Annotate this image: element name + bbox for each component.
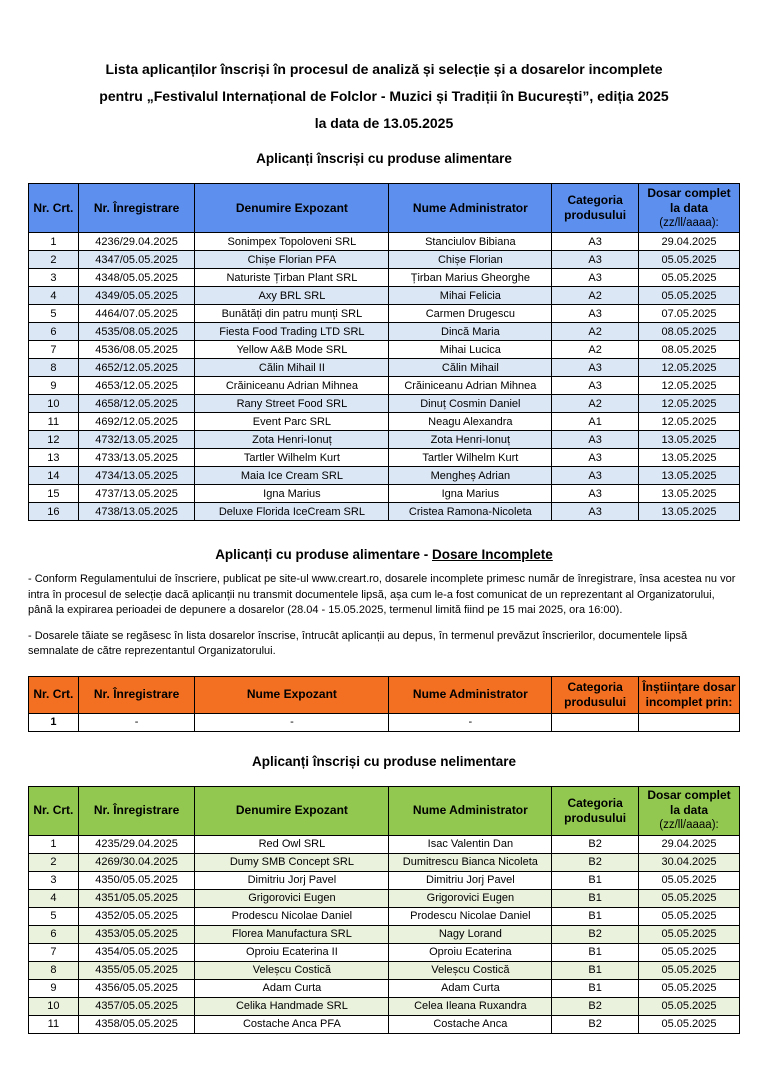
alimentare-table-cell: Chișe Florian PFA [195,251,389,269]
nelimentare-table-cell: Red Owl SRL [195,835,389,853]
alimentare-table-cell: 4734/13.05.2025 [78,467,195,485]
alimentare-column-header-5: Categoria produsului [552,184,639,233]
alimentare-table-cell: Zota Henri-Ionuț [389,431,552,449]
nelimentare-table-cell: Grigorovici Eugen [389,889,552,907]
alimentare-table-row [29,413,740,431]
nelimentare-table-row [29,889,740,907]
alimentare-table-cell: Igna Marius [195,485,389,503]
nelimentare-table-cell: Veleșcu Costică [389,961,552,979]
nelimentare-table-cell: 5 [29,907,79,925]
alimentare-table-cell: Stanciulov Bibiana [389,233,552,251]
nelimentare-table-cell: Grigorovici Eugen [195,889,389,907]
incomplete-table-cell [639,713,740,731]
nelimentare-table-cell: B1 [552,907,639,925]
alimentare-table-cell: A2 [552,341,639,359]
alimentare-table-cell: 14 [29,467,79,485]
alimentare-table-row [29,449,740,467]
section-heading-alimentare: Aplicanți înscriși cu produse alimentare [256,151,512,166]
alimentare-table-cell: 12 [29,431,79,449]
nelimentare-table-row [29,1015,740,1033]
alimentare-table-cell: A2 [552,287,639,305]
alimentare-table-cell: A3 [552,269,639,287]
alimentare-table-cell: Dincă Maria [389,323,552,341]
alimentare-table-cell: 5 [29,305,79,323]
alimentare-table-cell: A2 [552,323,639,341]
alimentare-table-row [29,503,740,521]
alimentare-column-header-3: Denumire Expozant [195,184,389,233]
alimentare-table-cell: Dinuț Cosmin Daniel [389,395,552,413]
nelimentare-table-cell: 4356/05.05.2025 [78,979,195,997]
alimentare-table-cell: 12.05.2025 [639,395,740,413]
alimentare-table-cell: 05.05.2025 [639,287,740,305]
nelimentare-table-row [29,961,740,979]
nelimentare-table-cell: 4354/05.05.2025 [78,943,195,961]
nelimentare-table-row [29,925,740,943]
alimentare-table-row [29,395,740,413]
nelimentare-table-cell: B1 [552,889,639,907]
incomplete-heading-underlined: Dosare Incomplete [432,547,553,562]
alimentare-table-cell: A3 [552,233,639,251]
alimentare-table-cell: 4653/12.05.2025 [78,377,195,395]
alimentare-table-cell: 29.04.2025 [639,233,740,251]
nelimentare-table-cell: 4353/05.05.2025 [78,925,195,943]
nelimentare-table-cell: B2 [552,853,639,871]
nelimentare-table-cell: 4355/05.05.2025 [78,961,195,979]
section-heading-nelimentare: Aplicanți înscriși cu produse nelimentare [251,753,517,769]
alimentare-table-cell: 12.05.2025 [639,359,740,377]
nelimentare-table-cell: Prodescu Nicolae Daniel [195,907,389,925]
incomplete-notes [28,572,740,660]
nelimentare-column-header-1: Nr. Crt. [29,786,79,835]
alimentare-table-cell: 4535/08.05.2025 [78,323,195,341]
nelimentare-table-cell: B1 [552,871,639,889]
alimentare-table-row [29,305,740,323]
nelimentare-table-cell: 05.05.2025 [639,907,740,925]
incomplete-column-header-1: Nr. Crt. [29,676,79,713]
alimentare-table-cell: 13 [29,449,79,467]
title-line-3: la data de 13.05.2025 [314,115,454,131]
alimentare-table-cell: Maia Ice Cream SRL [195,467,389,485]
nelimentare-table-cell: 7 [29,943,79,961]
alimentare-table-cell: A3 [552,305,639,323]
alimentare-table-cell: Mengheș Adrian [389,467,552,485]
nelimentare-column-header-3: Denumire Expozant [195,786,389,835]
alimentare-table-cell: 4737/13.05.2025 [78,485,195,503]
alimentare-table-cell: 08.05.2025 [639,323,740,341]
alimentare-table-cell: 08.05.2025 [639,341,740,359]
alimentare-table-cell: Chișe Florian [389,251,552,269]
alimentare-table-cell: 05.05.2025 [639,251,740,269]
alimentare-table-cell: Rany Street Food SRL [195,395,389,413]
alimentare-table-cell: Carmen Drugescu [389,305,552,323]
alimentare-table-cell: Tartler Wilhelm Kurt [389,449,552,467]
nelimentare-table-cell: 05.05.2025 [639,943,740,961]
nelimentare-table-cell: 4358/05.05.2025 [78,1015,195,1033]
section-heading-incomplete [28,547,740,562]
nelimentare-table-cell: Oproiu Ecaterina II [195,943,389,961]
alimentare-table-cell: 4536/08.05.2025 [78,341,195,359]
alimentare-table-cell: 07.05.2025 [639,305,740,323]
alimentare-table-cell: 1 [29,233,79,251]
alimentare-column-header-4: Nume Administrator [389,184,552,233]
nelimentare-table-row [29,997,740,1015]
nelimentare-column-header-4: Nume Administrator [389,786,552,835]
nelimentare-table-row [29,853,740,871]
nelimentare-table-cell: 4350/05.05.2025 [78,871,195,889]
nelimentare-table-cell: 05.05.2025 [639,1015,740,1033]
nelimentare-column-header-5: Categoria produsului [552,786,639,835]
alimentare-table-cell: Neagu Alexandra [389,413,552,431]
nelimentare-column-header-6: Dosar complet la data (zz/ll/aaaa): [639,786,740,835]
alimentare-table-cell: Mihai Felicia [389,287,552,305]
alimentare-table-cell: 4732/13.05.2025 [78,431,195,449]
alimentare-table-cell: 12.05.2025 [639,413,740,431]
incomplete-table-row [29,713,740,731]
alimentare-table-cell: 05.05.2025 [639,269,740,287]
alimentare-table-cell: Event Parc SRL [195,413,389,431]
alimentare-table-cell: 15 [29,485,79,503]
alimentare-table-row [29,269,740,287]
alimentare-table-cell: A2 [552,395,639,413]
alimentare-table-cell: 16 [29,503,79,521]
nelimentare-table-cell: Veleșcu Costică [195,961,389,979]
nelimentare-table-cell: Dumy SMB Concept SRL [195,853,389,871]
nelimentare-table-cell: Isac Valentin Dan [389,835,552,853]
nelimentare-table-row [29,979,740,997]
nelimentare-table-cell: 05.05.2025 [639,871,740,889]
incomplete-table-cell: 1 [29,713,79,731]
alimentare-table-cell: 2 [29,251,79,269]
alimentare-table-cell: Fiesta Food Trading LTD SRL [195,323,389,341]
alimentare-table-cell: A3 [552,503,639,521]
document-title [28,0,740,137]
alimentare-table-row [29,251,740,269]
nelimentare-table-cell: B2 [552,835,639,853]
nelimentare-table-cell: 3 [29,871,79,889]
nelimentare-table-cell: Costache Anca PFA [195,1015,389,1033]
nelimentare-table-cell: Nagy Lorand [389,925,552,943]
nelimentare-table-row [29,907,740,925]
alimentare-table-row [29,485,740,503]
alimentare-table-cell: 4 [29,287,79,305]
nelimentare-table-cell: Adam Curta [195,979,389,997]
alimentare-table-cell: A3 [552,359,639,377]
nelimentare-table-cell: Dimitriu Jorj Pavel [389,871,552,889]
alimentare-table-cell: 9 [29,377,79,395]
title-line-1: Lista aplicanților înscriși în procesul de analiză și selecție și a dosarelor incomplete [105,61,663,77]
nelimentare-table-cell: 05.05.2025 [639,997,740,1015]
incomplete-column-header-6: Înștiințare dosar incomplet prin: [639,676,740,713]
alimentare-table-cell: A3 [552,251,639,269]
alimentare-table-cell: Crăiniceanu Adrian Mihnea [389,377,552,395]
alimentare-table-row [29,341,740,359]
nelimentare-table-cell: 8 [29,961,79,979]
alimentare-header-row [29,184,740,233]
incomplete-column-header-5: Categoria produsului [552,676,639,713]
alimentare-table-row [29,431,740,449]
alimentare-table-cell: A1 [552,413,639,431]
nelimentare-column-header-2: Nr. Înregistrare [78,786,195,835]
alimentare-table-cell: 11 [29,413,79,431]
alimentare-table-cell: A3 [552,467,639,485]
alimentare-table-cell: Zota Henri-Ionuț [195,431,389,449]
alimentare-table-cell: Sonimpex Topoloveni SRL [195,233,389,251]
nelimentare-table-cell: 05.05.2025 [639,961,740,979]
alimentare-table-cell: 4658/12.05.2025 [78,395,195,413]
alimentare-table-cell: 13.05.2025 [639,449,740,467]
nelimentare-table-cell: 4351/05.05.2025 [78,889,195,907]
nelimentare-table-cell: 05.05.2025 [639,925,740,943]
alimentare-table-cell: 4652/12.05.2025 [78,359,195,377]
alimentare-table-cell: Deluxe Florida IceCream SRL [195,503,389,521]
alimentare-table-cell: 12.05.2025 [639,377,740,395]
alimentare-table-cell: A3 [552,485,639,503]
nelimentare-table-cell: 11 [29,1015,79,1033]
alimentare-table-cell: Bunătăți din patru munți SRL [195,305,389,323]
alimentare-table-cell: 13.05.2025 [639,485,740,503]
alimentare-column-header-1: Nr. Crt. [29,184,79,233]
alimentare-table-row [29,359,740,377]
nelimentare-table-cell: 30.04.2025 [639,853,740,871]
nelimentare-table-cell: 2 [29,853,79,871]
nelimentare-table-cell: Dumitrescu Bianca Nicoleta [389,853,552,871]
alimentare-table-cell: Naturiste Țirban Plant SRL [195,269,389,287]
nelimentare-table-cell: 1 [29,835,79,853]
alimentare-table-row [29,467,740,485]
alimentare-table-cell: 4348/05.05.2025 [78,269,195,287]
nelimentare-table-cell: B1 [552,943,639,961]
alimentare-table-cell: 13.05.2025 [639,503,740,521]
nelimentare-column-header-6-sub: (zz/ll/aaaa): [659,819,719,831]
incomplete-heading-text: Aplicanți cu produse alimentare - [215,547,432,562]
alimentare-table-cell: A3 [552,449,639,467]
alimentare-table-cell: Călin Mihail [389,359,552,377]
alimentare-table-cell: Yellow A&B Mode SRL [195,341,389,359]
nelimentare-table-cell: Celea Ileana Ruxandra [389,997,552,1015]
nelimentare-table-cell: Costache Anca [389,1015,552,1033]
nelimentare-table-cell: 29.04.2025 [639,835,740,853]
nelimentare-table-cell: Dimitriu Jorj Pavel [195,871,389,889]
nelimentare-table-cell: 4352/05.05.2025 [78,907,195,925]
alimentare-table-cell: Axy BRL SRL [195,287,389,305]
nelimentare-table-cell: 4 [29,889,79,907]
alimentare-table-row [29,323,740,341]
alimentare-table-cell: 4349/05.05.2025 [78,287,195,305]
incomplete-table-cell: - [195,713,389,731]
alimentare-table-cell: Călin Mihail II [195,359,389,377]
alimentare-table-cell: Cristea Ramona-Nicoleta [389,503,552,521]
alimentare-column-header-6: Dosar complet la data (zz/ll/aaaa): [639,184,740,233]
alimentare-table-cell: 4692/12.05.2025 [78,413,195,431]
incomplete-table-cell: - [389,713,552,731]
nelimentare-table-cell: 05.05.2025 [639,889,740,907]
nelimentare-table-cell: Prodescu Nicolae Daniel [389,907,552,925]
alimentare-table-row [29,287,740,305]
alimentare-table-cell: Mihai Lucica [389,341,552,359]
alimentare-table-cell: 3 [29,269,79,287]
title-line-2: pentru „Festivalul Internațional de Folclor - Muzici și Tradiții în București”, ediția 2025 [99,88,669,104]
nelimentare-table-row [29,943,740,961]
alimentare-table-cell: Igna Marius [389,485,552,503]
incomplete-table-cell [552,713,639,731]
alimentare-table-cell: 10 [29,395,79,413]
alimentare-table-cell: 8 [29,359,79,377]
nelimentare-table [28,786,740,1034]
nelimentare-table-cell: B1 [552,979,639,997]
alimentare-table-cell: 4738/13.05.2025 [78,503,195,521]
nelimentare-table-cell: Celika Handmade SRL [195,997,389,1015]
nelimentare-table-cell: Adam Curta [389,979,552,997]
nelimentare-table-cell: 10 [29,997,79,1015]
alimentare-table-cell: 7 [29,341,79,359]
nelimentare-table-cell: 9 [29,979,79,997]
nelimentare-table-cell: 4357/05.05.2025 [78,997,195,1015]
nelimentare-table-cell: B2 [552,997,639,1015]
nelimentare-table-row [29,835,740,853]
nelimentare-table-cell: 05.05.2025 [639,979,740,997]
nelimentare-table-cell: Oproiu Ecaterina [389,943,552,961]
alimentare-table-row [29,377,740,395]
incomplete-header-row [29,676,740,713]
nelimentare-table-cell: 6 [29,925,79,943]
alimentare-table-cell: 13.05.2025 [639,467,740,485]
alimentare-table-cell: 4347/05.05.2025 [78,251,195,269]
nelimentare-table-cell: Florea Manufactura SRL [195,925,389,943]
nelimentare-table-cell: 4269/30.04.2025 [78,853,195,871]
alimentare-column-header-2: Nr. Înregistrare [78,184,195,233]
alimentare-table-cell: A3 [552,431,639,449]
incomplete-table [28,676,740,732]
alimentare-column-header-6-sub: (zz/ll/aaaa): [659,216,719,229]
nelimentare-table-cell: B1 [552,961,639,979]
alimentare-table-cell: 4236/29.04.2025 [78,233,195,251]
alimentare-table-cell: A3 [552,377,639,395]
incomplete-column-header-4: Nume Administrator [389,676,552,713]
nelimentare-table-cell: B2 [552,925,639,943]
nelimentare-table-cell: 4235/29.04.2025 [78,835,195,853]
alimentare-table [28,183,740,521]
alimentare-table-cell: 4733/13.05.2025 [78,449,195,467]
nelimentare-header-row [29,786,740,835]
alimentare-table-cell: 6 [29,323,79,341]
alimentare-table-cell: Tartler Wilhelm Kurt [195,449,389,467]
alimentare-table-cell: 4464/07.05.2025 [78,305,195,323]
incomplete-table-cell: - [78,713,195,731]
incomplete-column-header-3: Nume Expozant [195,676,389,713]
incomplete-note-2: - Dosarele tăiate se regăsesc în lista dosarelor înscrise, întrucât aplicanții au depus, în termenul prevăzut înscrierilor, documentele lipsă semnalate de către reprezentantul Organizatorului. [28,629,688,657]
nelimentare-table-row [29,871,740,889]
alimentare-table-cell: Crăiniceanu Adrian Mihnea [195,377,389,395]
nelimentare-table-cell: B2 [552,1015,639,1033]
incomplete-note-1: - Conform Regulamentului de înscriere, publicat pe site-ul www.creart.ro, dosarele incomplete primesc număr de înregistrare, însa acestea nu vor intra în procesul de selecție dacă aplicanții nu transmit documentele lipsă, așa cum le-a fost comunicat de un reprezentant al Organizatorului, până la expirarea perioadei de depunere a dosarelor (28.04 - 15.05.2025, termenul limită fiind pe 15 mai 2025, ora 16:00). [28,573,736,616]
alimentare-table-cell: 13.05.2025 [639,431,740,449]
alimentare-table-row [29,233,740,251]
incomplete-column-header-2: Nr. Înregistrare [78,676,195,713]
alimentare-table-cell: Țirban Marius Gheorghe [389,269,552,287]
